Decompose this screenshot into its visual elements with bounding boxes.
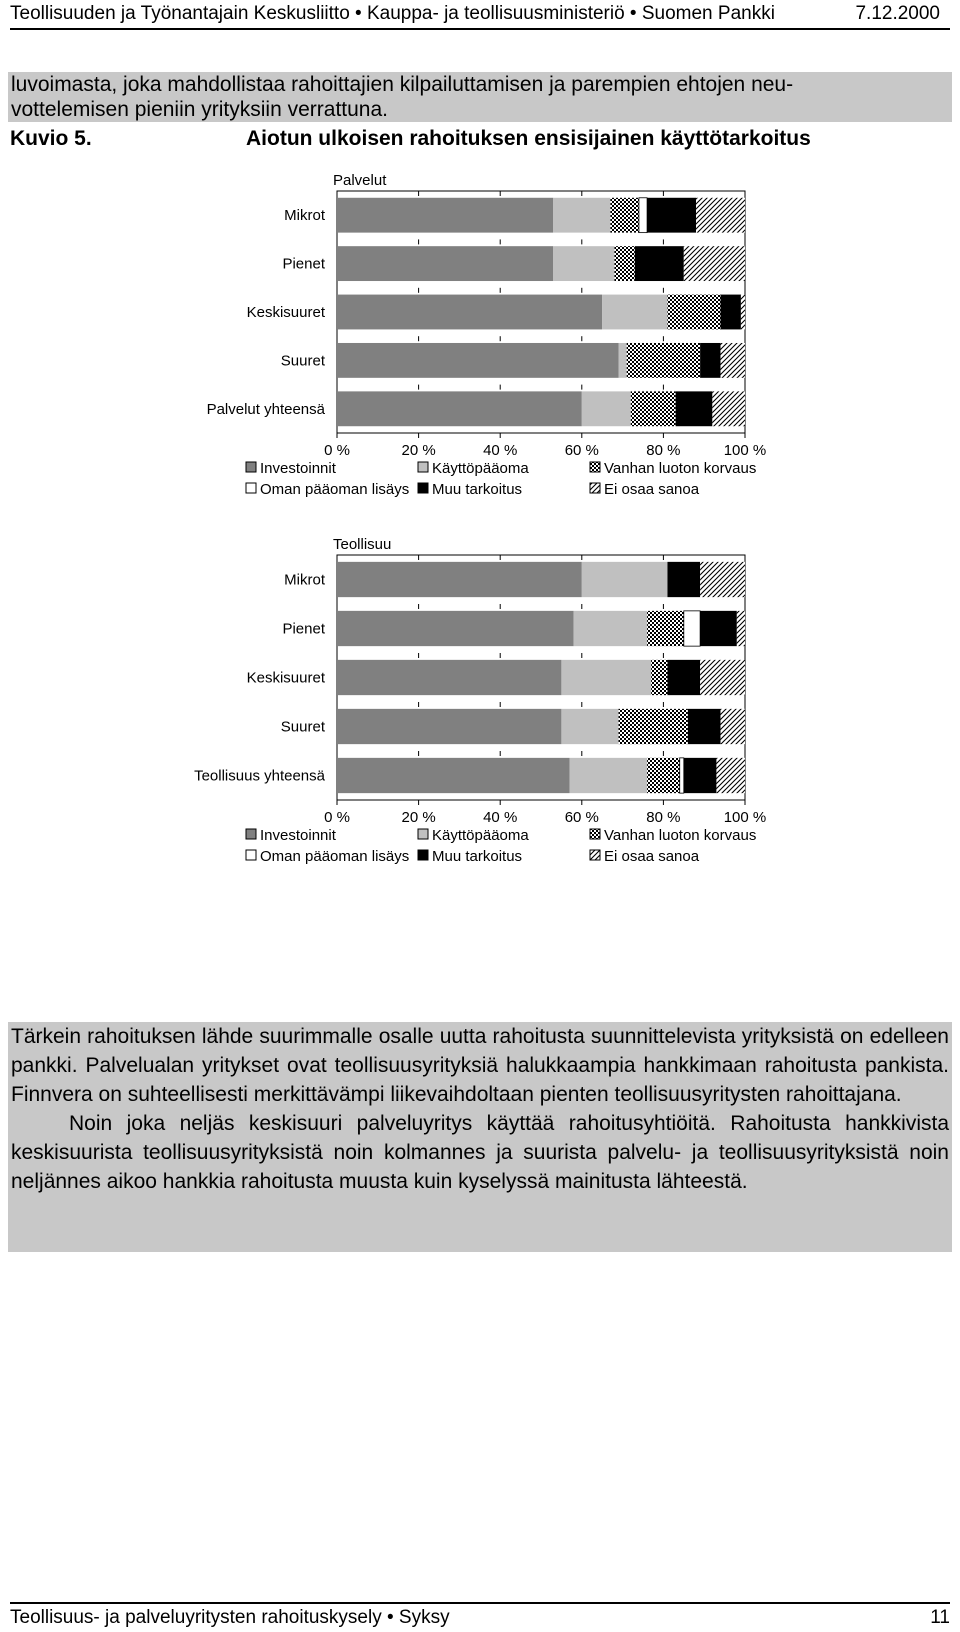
chart-title: Palvelut — [333, 172, 387, 189]
legend-swatch — [418, 462, 428, 472]
legend-swatch — [418, 850, 428, 860]
x-tick-label: 100 % — [723, 442, 767, 459]
body-paragraph-2: Noin joka neljäs keskisuuri palveluyritys käyttää rahoitusyhtiöitä. Rahoitusta hankkivista keskisuurista teollisuusyrityksistä noin kolmannes ja suurista palvelu- ja teollisuusyrityksistä noin neljännes aikoo hankkia rahoitusta muusta kuin kyselyssä mainitusta lähteestä. — [11, 1112, 949, 1193]
bar-segment — [337, 758, 570, 793]
bar-segment — [688, 709, 721, 744]
bar-segment — [737, 611, 745, 646]
figure-title: Aiotun ulkoisen rahoituksen ensisijainen käyttötarkoitus — [246, 127, 811, 150]
bar-segment — [582, 391, 631, 426]
bar-segment — [721, 343, 745, 378]
legend-swatch — [590, 850, 600, 860]
bar-segment — [684, 758, 717, 793]
bar-segment — [721, 295, 741, 330]
bar-segment — [553, 246, 614, 281]
x-tick-label: 60 % — [564, 809, 599, 826]
legend-label: Vanhan luoton korvaus — [604, 460, 757, 477]
bar-segment — [561, 709, 618, 744]
category-label: Pienet — [282, 620, 325, 638]
category-label: Suuret — [280, 352, 325, 370]
chart-palvelut — [0, 165, 960, 525]
figure-caption — [10, 126, 811, 152]
bar-segment — [639, 198, 647, 233]
bar-segment — [337, 295, 602, 330]
bar-segment — [337, 246, 553, 281]
x-tick-label: 100 % — [723, 809, 767, 826]
bar-segment — [647, 758, 680, 793]
legend-label: Oman pääoman lisäys — [260, 481, 410, 498]
legend-label: Investoinnit — [260, 460, 336, 477]
page-number: 11 — [930, 1607, 950, 1628]
chart-svg-p — [0, 165, 960, 525]
bar-segment — [667, 295, 720, 330]
x-tick-label: 40 % — [483, 442, 518, 459]
footer-title: Teollisuus- ja palveluyritysten rahoituskysely • Syksy — [10, 1607, 450, 1628]
bar-segment — [700, 562, 745, 597]
bar-segment — [684, 246, 745, 281]
footer-rule — [10, 1602, 950, 1604]
bar-segment — [337, 391, 582, 426]
bar-segment — [337, 198, 553, 233]
x-tick-label: 60 % — [564, 442, 599, 459]
x-tick-label: 20 % — [401, 442, 436, 459]
bar-segment — [337, 611, 574, 646]
legend-label: Ei osaa sanoa — [604, 848, 700, 865]
header-org-line: Teollisuuden ja Työnantajain Keskusliitto • Kauppa- ja teollisuusministeriö • Suomen Pankki — [10, 3, 775, 24]
legend-label: Vanhan luoton korvaus — [604, 827, 757, 844]
bar-segment — [619, 709, 688, 744]
legend-swatch — [246, 483, 256, 493]
bar-segment — [667, 562, 700, 597]
bar-segment — [700, 343, 720, 378]
bar-segment — [716, 758, 745, 793]
legend-label: Ei osaa sanoa — [604, 481, 700, 498]
bar-segment — [610, 198, 639, 233]
x-tick-label: 80 % — [646, 442, 681, 459]
bar-segment — [651, 660, 667, 695]
category-label: Suuret — [280, 718, 325, 736]
legend-swatch — [590, 462, 600, 472]
chart-svg-t — [0, 530, 960, 910]
bar-segment — [712, 391, 745, 426]
legend-swatch — [418, 829, 428, 839]
bar-segment — [741, 295, 745, 330]
category-label: Teollisuus yhteensä — [194, 767, 325, 785]
category-label: Mikrot — [284, 207, 325, 225]
figure-label: Kuvio 5. — [10, 127, 92, 150]
bar-segment — [680, 758, 684, 793]
bar-segment — [676, 391, 713, 426]
bar-segment — [700, 660, 745, 695]
legend-label: Muu tarkoitus — [432, 481, 523, 498]
page-header — [10, 2, 950, 26]
bar-segment — [667, 660, 700, 695]
bar-segment — [602, 295, 667, 330]
x-tick-label: 20 % — [401, 809, 436, 826]
legend-label: Käyttöpääoma — [432, 460, 529, 477]
page-footer — [10, 1606, 950, 1630]
category-label: Keskisuuret — [246, 304, 325, 321]
bar-segment — [627, 343, 700, 378]
legend-swatch — [590, 483, 600, 493]
chart-teollisuus — [0, 530, 960, 910]
bar-segment — [635, 246, 684, 281]
bar-segment — [574, 611, 647, 646]
legend-swatch — [246, 462, 256, 472]
legend-swatch — [590, 829, 600, 839]
bar-segment — [337, 709, 561, 744]
body-text — [8, 1022, 952, 1252]
intro-line-1: luvoimasta, joka mahdollistaa rahoittajien kilpailuttamisen ja parempien ehtojen neu- — [11, 73, 794, 96]
bar-segment — [582, 562, 668, 597]
x-tick-label: 80 % — [646, 809, 681, 826]
legend-swatch — [246, 829, 256, 839]
bar-segment — [631, 391, 676, 426]
bar-segment — [337, 562, 582, 597]
category-label: Mikrot — [284, 571, 325, 589]
header-rule — [10, 28, 950, 30]
category-label: Palvelut yhteensä — [206, 400, 325, 418]
body-paragraph-1: Tärkein rahoituksen lähde suurimmalle osalle uutta rahoitusta suunnittelevista yrityksistä on edelleen pankki. Palvelualan yritykset ovat teollisuusyrityksiä halukkaampia hankkimaan rahoitusta pankista. Finnvera on suhteellisesti merkittävämpi liikevaihdoltaan pienten teollisuusyritysten rahoittajana. — [11, 1025, 949, 1106]
legend-label: Investoinnit — [260, 827, 336, 844]
category-label: Pienet — [282, 255, 325, 273]
bar-segment — [337, 343, 619, 378]
legend-label: Muu tarkoitus — [432, 848, 523, 865]
bar-segment — [561, 660, 651, 695]
bar-segment — [553, 198, 610, 233]
bar-segment — [619, 343, 627, 378]
x-tick-label: 40 % — [483, 809, 518, 826]
bar-segment — [570, 758, 648, 793]
bar-segment — [647, 198, 696, 233]
bar-segment — [337, 660, 561, 695]
category-label: Keskisuuret — [246, 669, 325, 687]
legend-label: Käyttöpääoma — [432, 827, 529, 844]
legend-swatch — [246, 850, 256, 860]
intro-line-2: vottelemisen pieniin yrityksiin verrattuna. — [11, 98, 388, 121]
bar-segment — [700, 611, 737, 646]
header-date: 7.12.2000 — [855, 3, 940, 24]
bar-segment — [696, 198, 745, 233]
intro-paragraph — [8, 72, 952, 122]
chart-title: Teollisuu — [333, 536, 392, 553]
x-tick-label: 0 % — [324, 809, 350, 826]
bar-segment — [647, 611, 684, 646]
legend-swatch — [418, 483, 428, 493]
bar-segment — [614, 246, 634, 281]
legend-label: Oman pääoman lisäys — [260, 848, 410, 865]
bar-segment — [684, 611, 700, 646]
bar-segment — [721, 709, 745, 744]
x-tick-label: 0 % — [324, 442, 350, 459]
